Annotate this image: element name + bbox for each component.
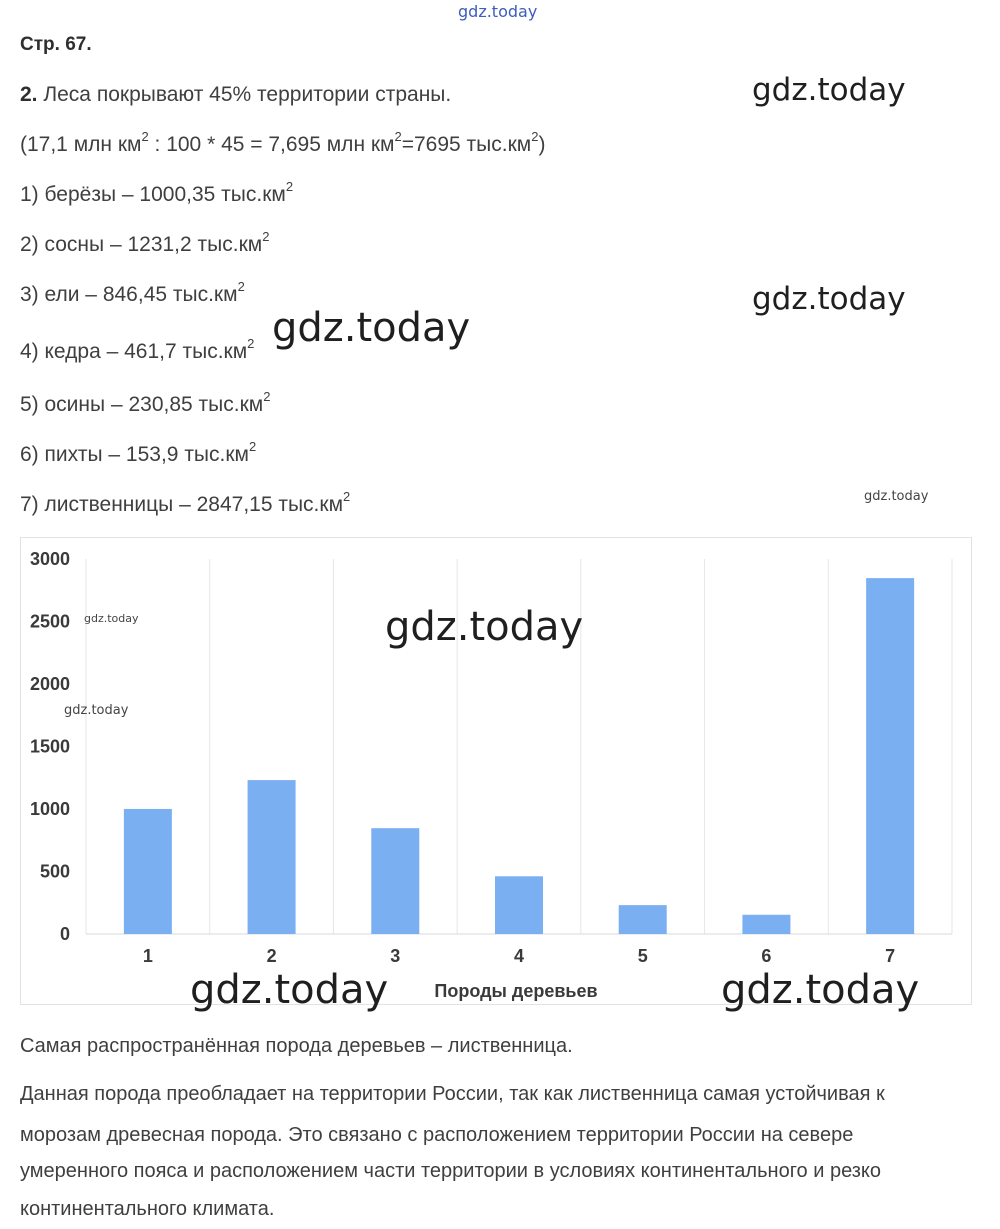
y-tick-label: 500 [39,861,70,882]
y-tick-label: 3000 [29,549,70,569]
watermark: gdz.today [272,305,471,351]
superscript: 2 [247,336,255,351]
watermark: gdz.today [721,967,920,1013]
paragraph-line: Данная порода преобладает на территории России, так как лиственница самая устойчивая к [20,1083,885,1105]
list-item-text: 3) ели – 846,45 тыс.км [20,283,238,306]
watermark: gdz.today [84,612,139,625]
calc-part: =7695 тыс.км [401,133,532,156]
watermark: gdz.today [752,281,906,317]
bar [866,578,914,934]
calc-part: : 100 * 45 = 7,695 млн км [148,133,395,156]
calc-part: ) [538,133,546,156]
list-item [20,338,254,364]
calc-line [20,131,545,157]
bar [495,876,543,934]
list-item [20,441,256,467]
x-tick-label: 2 [266,946,277,966]
y-tick-label: 2000 [29,674,70,694]
bar [742,915,790,934]
x-tick-label: 7 [885,946,896,966]
calc-part: (17,1 млн км [20,133,142,156]
superscript: 2 [531,129,539,144]
list-item [20,491,350,517]
watermark: gdz.today [458,2,538,21]
list-item-text: 6) пихты – 153,9 тыс.км [20,443,249,466]
watermark: gdz.today [864,489,929,504]
paragraph-line: континентального климата. [20,1198,275,1220]
x-tick-label: 1 [142,946,153,966]
conclusion-line: Самая распространённая порода деревьев – лиственница. [20,1035,573,1057]
y-tick-label: 1000 [29,799,70,819]
superscript: 2 [263,389,271,404]
list-item-text: 4) кедра – 461,7 тыс.км [20,340,248,363]
x-tick-label: 3 [390,946,401,966]
x-axis-label: Породы деревьев [434,981,598,1001]
paragraph-line: умеренного пояса и расположением части территории в условиях континентального и резко [20,1160,882,1182]
watermark: gdz.today [190,967,389,1013]
bar [124,809,172,934]
x-tick-label: 5 [637,946,648,966]
list-item-text: 2) сосны – 1231,2 тыс.км [20,233,263,256]
list-item [20,181,293,207]
task-text: Леса покрывают 45% территории страны. [37,83,452,106]
superscript: 2 [394,129,402,144]
bar [619,905,667,934]
watermark: gdz.today [385,604,584,650]
superscript: 2 [262,229,270,244]
superscript: 2 [285,179,294,194]
list-item-text: 1) берёзы – 1000,35 тыс.км [20,183,286,206]
y-tick-label: 1500 [29,736,70,757]
y-tick-label: 0 [59,924,70,944]
task-number: 2. [20,83,38,106]
page-title: Стр. 67. [20,34,92,55]
paragraph-line: морозам древесная порода. Это связано с расположением территории России на севере [20,1124,854,1146]
task-statement [20,83,451,107]
list-item [20,231,269,257]
list-item-text: 7) лиственницы – 2847,15 тыс.км [20,493,344,516]
superscript: 2 [343,489,351,504]
list-item-text: 5) осины – 230,85 тыс.км [20,393,264,416]
superscript: 2 [141,129,149,144]
list-item [20,281,245,307]
bar [248,780,296,934]
list-item [20,391,270,417]
bar [371,828,419,934]
x-tick-label: 4 [513,946,525,966]
superscript: 2 [249,439,257,454]
watermark: gdz.today [752,72,906,108]
x-tick-label: 6 [761,946,772,966]
y-tick-label: 2500 [29,611,70,632]
watermark: gdz.today [64,703,129,718]
superscript: 2 [237,279,245,294]
